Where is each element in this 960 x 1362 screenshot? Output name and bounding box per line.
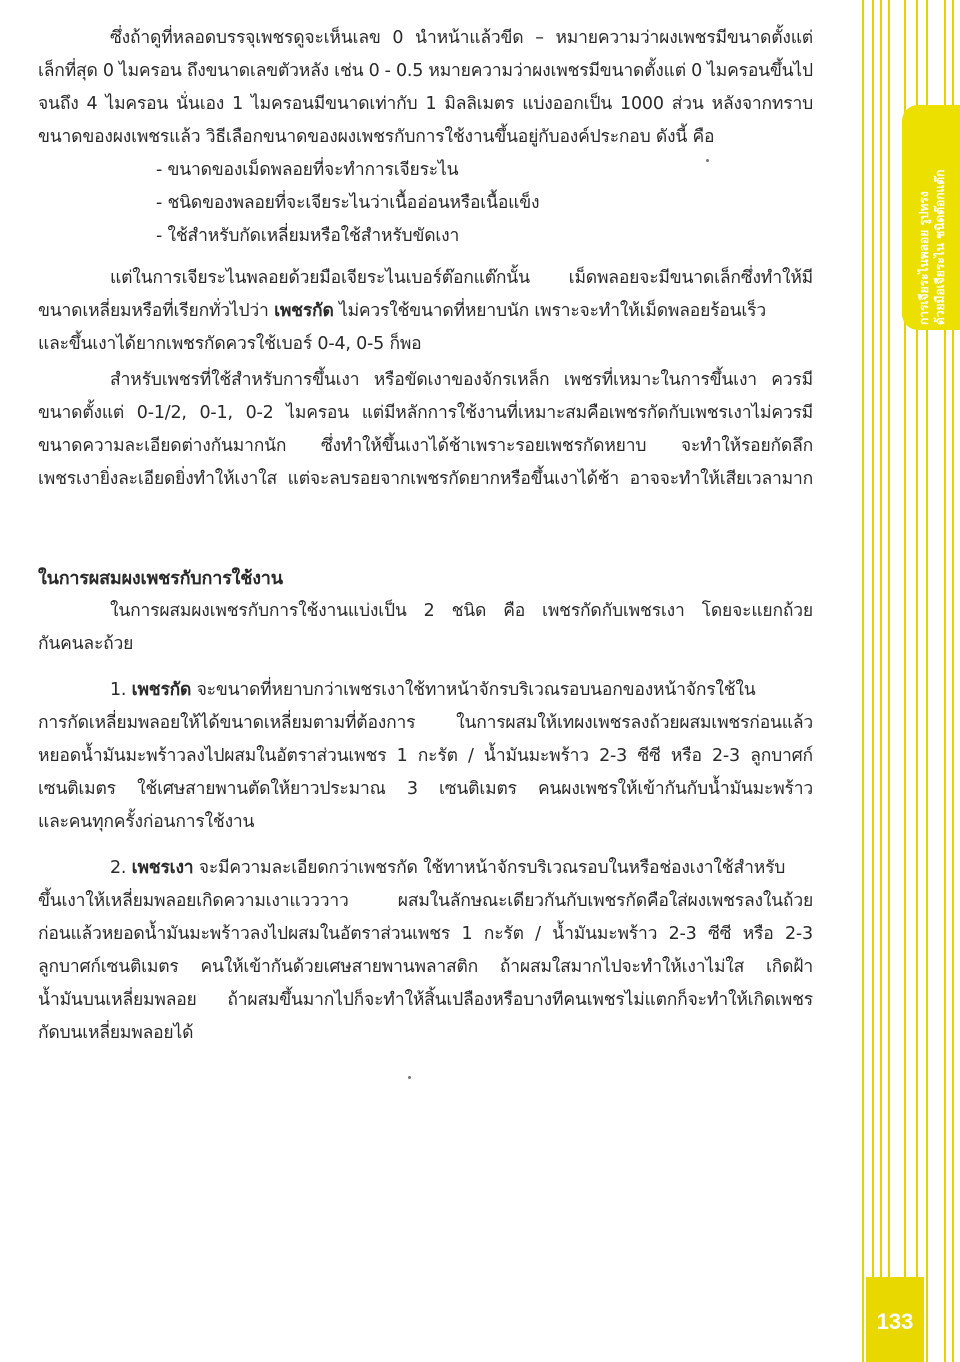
svg-text:การเจียระไนพลอย รูปทรง: การเจียระไนพลอย รูปทรง [917,191,931,325]
term-petchkat: เพชรกัด [274,301,334,321]
paragraph-line: ขนาดความละเอียดต่างกันมากนัก ซึ่งทำให้ขึ้นเงาได้ช้าเพราะรอยเพชรกัดหยาบ จะทำให้รอยกัดลึก [38,436,813,456]
paragraph-line: สำหรับเพชรที่ใช้สำหรับการขึ้นเงา หรือขัดเงาของจักรเหล็ก เพชรที่เหมาะในการขึ้นเงา ควรมี [110,370,813,390]
paragraph-line: ขนาดของผงเพชรแล้ว วิธีเลือกขนาดของผงเพชรกับการใช้งานขึ้นอยู่กับองค์ประกอบ ดังนี้ คือ [38,127,715,147]
paragraph-line: ขนาดตั้งแต่ 0-1/2, 0-1, 0-2 ไมครอน แต่มีหลักการใช้งานที่เหมาะสมคือเพชรกัดกับเพชรเงาไม่ควรมี [38,403,813,423]
paragraph-line: เพชรเงายิ่งละเอียดยิ่งทำให้เงาใส แต่จะลบรอยจากเพชรกัดยากหรือขึ้นเงาได้ช้า อาจจะทำให้เสียเวลามาก [38,469,813,489]
item-number: 1. [110,680,127,700]
paragraph-line: แต่ในการเจียระไนพลอยด้วยมือเจียระไนเบอร์ต๊อกแต๊กนั้น เม็ดพลอยจะมีขนาดเล็กซึ่งทำให้มี [110,268,813,288]
paragraph-line: ขึ้นเงาให้เหลี่ยมพลอยเกิดความเงาแวววาว ผสมในลักษณะเดียวกันกับเพชรกัดคือใส่ผงเพชรลงในถ้วย [38,891,813,911]
paragraph-line: ก่อนแล้วหยอดน้ำมันมะพร้าวลงไปผสมในอัตราส่วนเพชร 1 กะรัต / น้ำมันมะพร้าว 2-3 ซีซี หรือ 2-3 [38,924,813,944]
paragraph-line: และคนทุกครั้งก่อนการใช้งาน [38,812,255,832]
paragraph-line: ซึ่งถ้าดูที่หลอดบรรจุเพชรดูจะเห็นเลข 0 นำหน้าแล้วขีด – หมายความว่าผงเพชรมีขนาดตั้งแต่ [110,28,813,48]
list-item-1-first-line [38,674,813,707]
decorative-rule [872,0,874,1362]
list-item: - ขนาดของเม็ดพลอยที่จะทำการเจียระไน [156,160,459,180]
paragraph-line: เล็กที่สุด 0 ไมครอน ถึงขนาดเลขตัวหลัง เช่น 0 - 0.5 หมายความว่าผงเพชรมีขนาดตั้งแต่ 0 ไมครอนขึ้นไป [38,61,813,81]
text-run: จะมีความละเอียดกว่าเพชรกัด ใช้ทาหน้าจักรบริเวณรอบในหรือช่องเงาใช้สำหรับ [193,858,786,878]
item-number: 2. [110,858,127,878]
paragraph-line: หยอดน้ำมันมะพร้าวลงไปผสมในอัตราส่วนเพชร 1 กะรัต / น้ำมันมะพร้าว 2-3 ซีซี หรือ 2-3 ลูกบาศก์ [38,746,813,766]
section-heading: ในการผสมผงเพชรกับการใช้งาน [38,568,283,589]
text-run: จะขนาดที่หยาบกว่าเพชรเงาใช้ทาหน้าจักรบริเวณรอบนอกของหน้าจักรใช้ใน [191,680,756,700]
decorative-rule [888,0,890,1362]
scan-speck [408,1076,411,1079]
text-run: ไม่ควรใช้ขนาดที่หยาบนัก เพราะจะทำให้เม็ดพลอยร้อนเร็ว [333,301,767,321]
list-item: - ชนิดของพลอยที่จะเจียระไนว่าเนื้ออ่อนหรือเนื้อแข็ง [156,193,540,213]
decorative-rule [880,0,882,1362]
page-number: 133 [876,1309,914,1334]
chapter-tab-title [908,105,958,330]
term-petchngao: เพชรเงา [131,858,194,878]
paragraph-line: และขึ้นเงาได้ยากเพชรกัดควรใช้เบอร์ 0-4, 0-5 ก็พอ [38,334,422,354]
list-item-2-first-line [38,852,813,885]
paragraph-line: ในการผสมผงเพชรกับการใช้งานแบ่งเป็น 2 ชนิด คือ เพชรกัดกับเพชรเงา โดยจะแยกถ้วย [110,601,813,621]
paragraph-line: กันคนละถ้วย [38,634,134,654]
paragraph-line: น้ำมันบนเหลี่ยมพลอย ถ้าผสมขึ้นมากไปก็จะทำให้สิ้นเปลืองหรือบางทีคนเพชรไม่แตกก็จะทำให้เกิดเพชร [38,990,813,1010]
paragraph-line [38,295,813,328]
decorative-rule [862,0,864,1362]
paragraph-line: จนถึง 4 ไมครอน นั่นเอง 1 ไมครอนมีขนาดเท่ากับ 1 มิลลิเมตร แบ่งออกเป็น 1000 ส่วน หลังจากทราบ [38,94,813,114]
paragraph-line: ลูกบาศก์เซนติเมตร คนให้เข้ากันด้วยเศษสายพานพลาสติก ถ้าผสมใสมากไปจะทำให้เงาไม่ใส เกิดฝ้า [38,957,813,977]
svg-text:ด้วยมือเจียระไน ชนิดต๊อกแต๊ก: ด้วยมือเจียระไน ชนิดต๊อกแต๊ก [933,169,947,325]
term-petchkat: เพชรกัด [131,680,192,700]
paragraph-line: การกัดเหลี่ยมพลอยให้ได้ขนาดเหลี่ยมตามที่ต้องการ ในการผสมให้เทผงเพชรลงถ้วยผสมเพชรก่อนแล้ว [38,713,813,733]
paragraph-line: กัดบนเหลี่ยมพลอยได้ [38,1023,194,1043]
paragraph-line: เซนติเมตร ใช้เศษสายพานตัดให้ยาวประมาณ 3 เซนติเมตร คนผงเพชรให้เข้ากันกับน้ำมันมะพร้าว [38,779,813,799]
list-item: - ใช้สำหรับกัดเหลี่ยมหรือใช้สำหรับขัดเงา [156,226,460,246]
text-run: ขนาดเหลี่ยมหรือที่เรียกทั่วไปว่า [38,301,275,321]
